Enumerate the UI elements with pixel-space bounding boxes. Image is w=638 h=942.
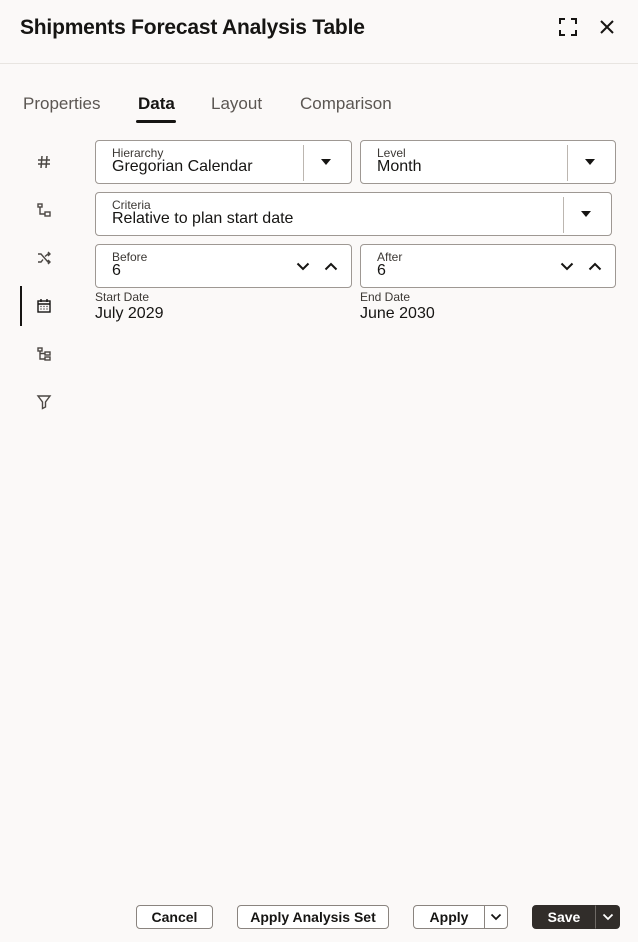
chevron-up-icon <box>324 262 338 271</box>
rail-item-measures[interactable] <box>20 142 68 182</box>
criteria-label: Criteria <box>112 198 151 212</box>
tree-structure-icon <box>36 346 52 362</box>
start-date-label: Start Date <box>95 290 150 304</box>
before-label: Before <box>112 250 148 264</box>
save-menu-button[interactable] <box>595 905 620 929</box>
tab-data[interactable]: Data <box>138 94 175 113</box>
chevron-up-icon <box>588 262 602 271</box>
hierarchy-icon <box>36 202 52 218</box>
after-decrement-button[interactable] <box>553 245 581 287</box>
hierarchy-value: Gregorian Calendar <box>112 158 253 175</box>
end-date-label: End Date <box>360 290 411 304</box>
rail-item-tree-structure[interactable] <box>20 334 68 374</box>
close-button[interactable] <box>594 14 620 40</box>
shuffle-icon <box>36 250 52 266</box>
end-date-value: June 2030 <box>360 305 435 322</box>
tab-layout[interactable]: Layout <box>211 94 263 113</box>
hierarchy-dropdown-button[interactable] <box>304 141 348 183</box>
cancel-button[interactable]: Cancel <box>136 905 213 929</box>
after-input[interactable] <box>360 244 616 288</box>
before-input[interactable] <box>95 244 352 288</box>
close-icon <box>599 19 615 35</box>
criteria-dropdown-button[interactable] <box>564 193 608 235</box>
active-tab-indicator <box>136 120 176 123</box>
dialog-title: Shipments Forecast Analysis Table <box>20 16 365 39</box>
measures-icon <box>36 154 52 170</box>
criteria-select[interactable] <box>95 192 612 236</box>
chevron-down-icon <box>296 262 310 271</box>
start-date-value: July 2029 <box>95 305 164 322</box>
chevron-down-icon <box>560 262 574 271</box>
after-value: 6 <box>377 262 386 279</box>
level-label: Level <box>377 146 406 160</box>
hierarchy-label: Hierarchy <box>112 146 164 160</box>
dialog-header <box>0 0 638 64</box>
expand-button[interactable] <box>555 14 581 40</box>
tab-properties[interactable]: Properties <box>23 94 101 113</box>
apply-analysis-set-button[interactable]: Apply Analysis Set <box>237 905 389 929</box>
level-dropdown-button[interactable] <box>568 141 612 183</box>
caret-down-icon <box>584 158 596 166</box>
caret-down-icon <box>580 210 592 218</box>
level-select[interactable] <box>360 140 616 184</box>
tab-comparison[interactable]: Comparison <box>300 94 392 113</box>
expand-icon <box>558 17 578 37</box>
save-button[interactable]: Save <box>532 905 596 929</box>
before-increment-button[interactable] <box>317 245 345 287</box>
rail-item-hierarchy[interactable] <box>20 190 68 230</box>
apply-button[interactable]: Apply <box>413 905 485 929</box>
apply-menu-button[interactable] <box>484 905 508 929</box>
rail-item-shuffle[interactable] <box>20 238 68 278</box>
filter-icon <box>36 394 52 410</box>
rail-item-calendar[interactable] <box>20 286 68 326</box>
rail-item-filter[interactable] <box>20 382 68 422</box>
level-value: Month <box>377 158 422 175</box>
hierarchy-select[interactable] <box>95 140 352 184</box>
tab-bar <box>0 84 638 124</box>
after-increment-button[interactable] <box>581 245 609 287</box>
before-value: 6 <box>112 262 121 279</box>
before-decrement-button[interactable] <box>289 245 317 287</box>
calendar-icon <box>36 298 52 314</box>
criteria-value: Relative to plan start date <box>112 210 294 227</box>
chevron-down-icon <box>602 913 614 921</box>
chevron-down-icon <box>490 913 502 921</box>
after-label: After <box>377 250 403 264</box>
caret-down-icon <box>320 158 332 166</box>
